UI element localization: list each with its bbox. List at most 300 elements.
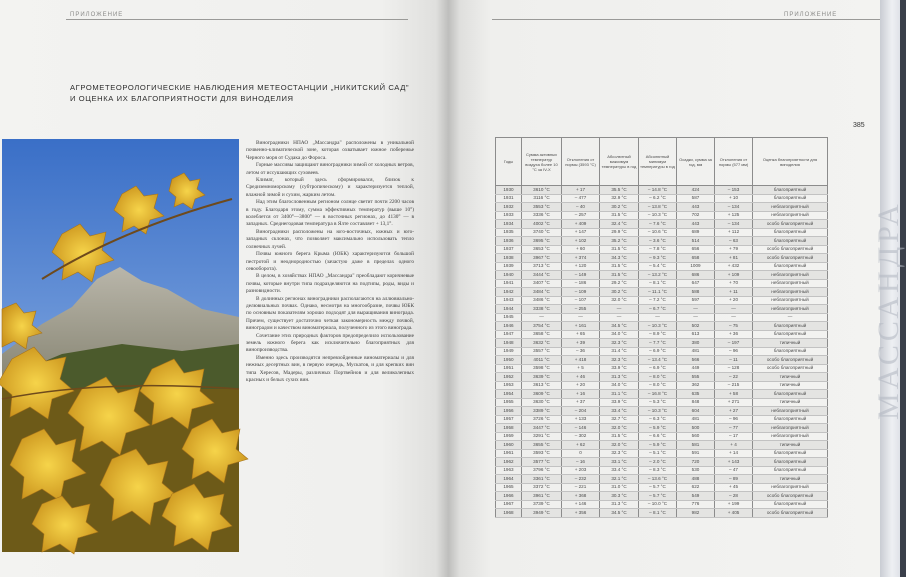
table-cell: + 20 <box>715 296 753 305</box>
table-cell: + 147 <box>562 228 600 237</box>
table-cell: 32.3 °С <box>600 449 639 458</box>
table-cell: – 255 <box>562 305 600 314</box>
table-cell: особо благоприятный <box>753 356 828 365</box>
table-cell: — <box>600 313 639 322</box>
body-paragraph: Именно здесь производятся непревзойденные виноматериалы и для нежных десертных вин, в первую очередь, Мускатов, и для крепких вин типа Хересов, Мадеры, различных Портвейнов и для великолепных красных и белых сухих вин. <box>246 354 414 383</box>
table-cell: – 11.1 °С <box>639 288 677 297</box>
table-cell: 34.3 °С <box>600 254 639 263</box>
table-cell: 686 <box>677 271 715 280</box>
table-cell: 1948 <box>496 339 522 348</box>
table-cell: + 368 <box>562 492 600 501</box>
table-cell: – 8.1 °С <box>639 509 677 518</box>
table-cell: 647 <box>677 279 715 288</box>
table-cell: + 199 <box>715 500 753 509</box>
table-cell: особо благоприятный <box>753 254 828 263</box>
table-cell: 1939 <box>496 262 522 271</box>
table-row <box>496 330 828 339</box>
table-row <box>496 449 828 458</box>
table-cell: 1968 <box>496 509 522 518</box>
table-cell: – 7.8 °С <box>639 245 677 254</box>
table-cell: особо благоприятный <box>753 245 828 254</box>
table-cell: – 96 <box>715 415 753 424</box>
table-cell: 30.2 °С <box>600 288 639 297</box>
table-cell: – 17 <box>715 432 753 441</box>
table-cell: неблагоприятный <box>753 407 828 416</box>
table-row <box>496 254 828 263</box>
table-cell: 560 <box>677 432 715 441</box>
table-row <box>496 466 828 475</box>
table-cell: 34.5 °С <box>600 322 639 331</box>
page-number: 385 <box>853 122 865 129</box>
table-cell: 1945 <box>496 313 522 322</box>
table-cell: 530 <box>677 466 715 475</box>
table-cell: – 13.2 °С <box>639 271 677 280</box>
table-cell: 3447 °С <box>522 424 562 433</box>
column-header: Оценка благоприятности для виноделия <box>753 138 828 186</box>
table-row <box>496 347 828 356</box>
table-cell: 566 <box>677 356 715 365</box>
table-cell: – 10.3 °С <box>639 322 677 331</box>
table-cell: 502 <box>677 322 715 331</box>
table-cell: 3338 °С <box>522 305 562 314</box>
table-cell: 3613 °С <box>522 381 562 390</box>
table-cell: неблагоприятный <box>753 288 828 297</box>
table-cell: 3389 °С <box>522 407 562 416</box>
table-cell: типичный <box>753 441 828 450</box>
table-cell: – 10.0 °С <box>639 500 677 509</box>
table-cell: – 89 <box>715 475 753 484</box>
table-cell: 4002 °С <box>522 220 562 229</box>
table-cell: 3695 °С <box>522 237 562 246</box>
table-row <box>496 211 828 220</box>
table-cell: — <box>562 313 600 322</box>
table-cell: благоприятный <box>753 322 828 331</box>
table-cell: + 60 <box>562 245 600 254</box>
table-cell: + 10 <box>715 194 753 203</box>
table-cell: 31.5 °С <box>600 262 639 271</box>
table-cell: 1949 <box>496 347 522 356</box>
table-cell: 32.3 °С <box>600 356 639 365</box>
table-cell: – 5.9 °С <box>639 424 677 433</box>
table-cell: 613 <box>677 330 715 339</box>
table-cell: + 112 <box>715 228 753 237</box>
table-row <box>496 373 828 382</box>
table-row <box>496 305 828 314</box>
table-cell: неблагоприятный <box>753 432 828 441</box>
table-cell: + 39 <box>562 339 600 348</box>
table-cell: благоприятный <box>753 449 828 458</box>
table-cell: 32.0 °С <box>600 424 639 433</box>
table-cell: – 28 <box>715 492 753 501</box>
table-cell: 581 <box>677 441 715 450</box>
table-cell: – 5.7 °С <box>639 483 677 492</box>
table-cell: 1953 <box>496 381 522 390</box>
table-row <box>496 458 828 467</box>
table-cell: – 109 <box>562 288 600 297</box>
table-cell: 1932 <box>496 203 522 212</box>
table-cell: – 14.8 °С <box>639 186 677 195</box>
table-cell: 31.0 °С <box>600 483 639 492</box>
table-cell: – 13.8 °С <box>639 203 677 212</box>
table-cell: – 107 <box>562 296 600 305</box>
running-head-left: ПРИЛОЖЕНИЕ <box>70 12 124 18</box>
table-cell: 3630 °С <box>522 398 562 407</box>
table-header-row <box>496 138 828 186</box>
table-cell: – 153 <box>715 186 753 195</box>
table-cell: 555 <box>677 373 715 382</box>
table-cell: 0 <box>562 449 600 458</box>
body-paragraph: Климат, который здесь сформировался, близок к Средиземноморскому (субтропическому) и характеризуется теплой, влажной зимой и сухим, жарким летом. <box>246 177 414 198</box>
table-cell: + 120 <box>562 262 600 271</box>
table-cell: 1963 <box>496 466 522 475</box>
table-cell: 776 <box>677 500 715 509</box>
table-cell: 982 <box>677 509 715 518</box>
table-cell: 31.1 °С <box>600 390 639 399</box>
column-header: Отклонения от нормы (577 мм) <box>715 138 753 186</box>
table-cell: + 46 <box>562 373 600 382</box>
table-cell: + 11 <box>715 288 753 297</box>
table-cell: – 5.1 °С <box>639 449 677 458</box>
table-cell: + 5 <box>562 364 600 373</box>
table-cell: неблагоприятный <box>753 279 828 288</box>
table-cell: – 134 <box>715 220 753 229</box>
table-row <box>496 398 828 407</box>
table-cell: 3713 °С <box>522 262 562 271</box>
table-body <box>496 186 828 518</box>
table-cell: 3740 °С <box>522 228 562 237</box>
table-cell: 449 <box>677 364 715 373</box>
column-header: Годы <box>496 138 522 186</box>
table-cell: 488 <box>677 475 715 484</box>
table-cell: 35.2 °С <box>600 237 639 246</box>
table-cell: 1941 <box>496 279 522 288</box>
table-cell: — <box>715 313 753 322</box>
table-cell: 3796 °С <box>522 466 562 475</box>
table-cell: 622 <box>677 483 715 492</box>
vineyard-illustration <box>2 139 239 552</box>
table-cell: — <box>677 305 715 314</box>
table-cell: – 5.3 °С <box>639 398 677 407</box>
table-cell: благоприятный <box>753 458 828 467</box>
table-cell: — <box>600 305 639 314</box>
table-cell: 32.4 °С <box>600 220 639 229</box>
table-cell: 1931 <box>496 194 522 203</box>
table-cell: + 36 <box>715 330 753 339</box>
table-cell: – 186 <box>562 279 600 288</box>
table-cell: особо благоприятный <box>753 509 828 518</box>
table-cell: 3372 °С <box>522 483 562 492</box>
table-cell: 1959 <box>496 432 522 441</box>
table-cell: 1940 <box>496 271 522 280</box>
table-cell: 30.3 °С <box>600 492 639 501</box>
table-cell: 1943 <box>496 296 522 305</box>
table-cell: 3484 °С <box>522 288 562 297</box>
table-cell: + 102 <box>562 237 600 246</box>
table-cell: благоприятный <box>753 347 828 356</box>
table-cell: 1960 <box>496 441 522 450</box>
table-row <box>496 500 828 509</box>
table-cell: 1950 <box>496 356 522 365</box>
table-cell: 1958 <box>496 424 522 433</box>
table-cell: + 37 <box>562 398 600 407</box>
column-header: Осадки, сумма за год, мм <box>677 138 715 186</box>
table-cell: + 146 <box>562 500 600 509</box>
book-gutter <box>436 0 460 577</box>
column-header: Абсолютный минимум температуры в год <box>639 138 677 186</box>
table-cell: 3291 °С <box>522 432 562 441</box>
table-row <box>496 279 828 288</box>
table-cell: 34.0 °С <box>600 381 639 390</box>
section-title <box>70 82 450 104</box>
body-paragraph: В долинных регионах виноградники располагаются на аллювиально-делювиальных почвах. Однако, несмотря на многообразие, почвы ЮБК по основным показателям хорошо подходят для выращивания винограда. Причем, существует достаточно четкая закономерность между почвой, виноградом и качеством виноматериала, полученного из этого винограда. <box>246 295 414 332</box>
table-cell: + 70 <box>715 279 753 288</box>
table-cell: – 63 <box>715 237 753 246</box>
table-cell: 1946 <box>496 322 522 331</box>
table-cell: + 16 <box>562 390 600 399</box>
table-cell: 720 <box>677 458 715 467</box>
table-cell: 1934 <box>496 220 522 229</box>
table-row <box>496 228 828 237</box>
table-cell: 3361 °С <box>522 475 562 484</box>
table-cell: 1009 <box>677 262 715 271</box>
table-cell: 3639 °С <box>522 373 562 382</box>
table-cell: – 9.3 °С <box>639 254 677 263</box>
table-cell: + 418 <box>562 356 600 365</box>
table-row <box>496 313 828 322</box>
table-cell: 31.3 °С <box>600 373 639 382</box>
table-cell: 3407 °С <box>522 279 562 288</box>
table-cell: благоприятный <box>753 390 828 399</box>
column-header: Сумма активных температур воздуха более 10 °С за IV-X <box>522 138 562 186</box>
table-cell: – 2.0 °С <box>639 458 677 467</box>
table-cell: 424 <box>677 186 715 195</box>
table-cell: благоприятный <box>753 194 828 203</box>
table-cell: 514 <box>677 237 715 246</box>
table-row <box>496 492 828 501</box>
table-cell: – 232 <box>562 475 600 484</box>
table-row <box>496 415 828 424</box>
table-cell: 3336 °С <box>522 211 562 220</box>
table-cell: + 432 <box>715 262 753 271</box>
section-title-line-1: АГРОМЕТЕОРОЛОГИЧЕСКИЕ НАБЛЮДЕНИЯ МЕТЕОСТАНЦИИ „НИКИТСКИЙ САД" <box>70 83 410 92</box>
table-cell: 1938 <box>496 254 522 263</box>
table-cell: 443 <box>677 203 715 212</box>
table-row <box>496 339 828 348</box>
table-cell: – 204 <box>562 407 600 416</box>
table-cell: + 143 <box>715 458 753 467</box>
table-cell: 1965 <box>496 483 522 492</box>
table-row <box>496 390 828 399</box>
table-cell: 1951 <box>496 364 522 373</box>
table-cell: + 14 <box>715 449 753 458</box>
table-cell: 3967 °С <box>522 254 562 263</box>
table-cell: 1935 <box>496 228 522 237</box>
table-cell: – 10.3 °С <box>639 407 677 416</box>
table-cell: – 146 <box>562 424 600 433</box>
vineyard-photo <box>2 139 239 552</box>
table-cell: – 8.1 °С <box>639 279 677 288</box>
table-cell: – 257 <box>562 211 600 220</box>
table-cell: + 20 <box>562 381 600 390</box>
table-cell: – 215 <box>715 381 753 390</box>
table-cell: типичный <box>753 339 828 348</box>
table-row <box>496 432 828 441</box>
table-cell: типичный <box>753 373 828 382</box>
table-cell: благоприятный <box>753 330 828 339</box>
table-cell: — <box>753 313 828 322</box>
table-cell: – 13.4 °С <box>639 356 677 365</box>
table-cell: 3593 °С <box>522 449 562 458</box>
body-paragraph: В целом, в хозяйствах НПАО „Массандра" преобладают коричневые почвы, которые внутри типа подразделяются на подтипы, роды, виды и разновидности. <box>246 273 414 295</box>
table-cell: – 134 <box>715 203 753 212</box>
table-cell: 34.5 °С <box>600 509 639 518</box>
table-row <box>496 186 828 195</box>
table-row <box>496 509 828 518</box>
table-cell: 481 <box>677 347 715 356</box>
table-cell: 604 <box>677 407 715 416</box>
table-cell: 1930 <box>496 186 522 195</box>
table-row <box>496 203 828 212</box>
table-row <box>496 407 828 416</box>
body-text <box>246 140 414 560</box>
section-title-line-2: И ОЦЕНКА ИХ БЛАГОПРИЯТНОСТИ ДЛЯ ВИНОДЕЛИЯ <box>70 94 294 103</box>
body-paragraph: Сочетание этих природных факторов предопределило использование земель южного берега как исключительно благоприятных для винопроизводства. <box>246 332 414 354</box>
table-cell: 380 <box>677 339 715 348</box>
table-cell: – 5.7 °С <box>639 492 677 501</box>
table-cell: 443 <box>677 220 715 229</box>
table-cell: благоприятный <box>753 262 828 271</box>
table-cell: – 5.9 °С <box>639 441 677 450</box>
table-row <box>496 271 828 280</box>
table-cell: 33.4 °С <box>600 407 639 416</box>
table-cell: — <box>639 313 677 322</box>
table-cell: благоприятный <box>753 228 828 237</box>
table-cell: благоприятный <box>753 186 828 195</box>
table-cell: 29.9 °С <box>600 228 639 237</box>
table-cell: – 11 <box>715 356 753 365</box>
table-cell: 3754 °С <box>522 322 562 331</box>
table-cell: – 6.2 °С <box>639 194 677 203</box>
table-cell: 3610 °С <box>522 186 562 195</box>
table-row <box>496 262 828 271</box>
table-cell: 29.2 °С <box>600 279 639 288</box>
table-cell: благоприятный <box>753 466 828 475</box>
table-cell: – 6.3 °С <box>639 415 677 424</box>
table-cell: – 10.3 °С <box>639 211 677 220</box>
table-cell: 597 <box>677 296 715 305</box>
table-row <box>496 424 828 433</box>
table-cell: 3658 °С <box>522 330 562 339</box>
table-cell: 3726 °С <box>522 415 562 424</box>
body-paragraph: Виноградники НПАО „Массандра" расположены в уникальной почвенно-климатической зоне, которая охватывает южное побережье Черного моря от Судака до Фороса. <box>246 140 414 161</box>
table-cell: + 65 <box>562 330 600 339</box>
table-cell: – 96 <box>715 347 753 356</box>
table-cell: 3949 °С <box>522 509 562 518</box>
table-cell: 4011 °С <box>522 356 562 365</box>
table-cell: + 374 <box>562 254 600 263</box>
table-cell: + 17 <box>562 186 600 195</box>
table-cell: – 36 <box>562 347 600 356</box>
table-row <box>496 220 828 229</box>
table-cell: – 149 <box>562 271 600 280</box>
table-cell: – 3.6 °С <box>639 237 677 246</box>
table-cell: – 477 <box>562 194 600 203</box>
table-cell: + 109 <box>715 271 753 280</box>
watermark: МАССАНДРА <box>872 200 905 420</box>
table-cell: – 40 <box>562 203 600 212</box>
table-cell: неблагоприятный <box>753 305 828 314</box>
table-cell: неблагоприятный <box>753 211 828 220</box>
table-cell: + 81 <box>715 254 753 263</box>
table-cell: 1942 <box>496 288 522 297</box>
table-cell: + 45 <box>715 483 753 492</box>
table-cell: — <box>522 313 562 322</box>
table-cell: – 6.9 °С <box>639 364 677 373</box>
table-cell: 31.5 °С <box>600 211 639 220</box>
table-cell: – 6.6 °С <box>639 432 677 441</box>
left-page <box>0 0 448 577</box>
table-cell: 1936 <box>496 237 522 246</box>
table-cell: особо благоприятный <box>753 492 828 501</box>
table-cell: 591 <box>677 449 715 458</box>
table-cell: неблагоприятный <box>753 271 828 280</box>
table-cell: 32.7 °С <box>600 415 639 424</box>
table-cell: – 128 <box>715 364 753 373</box>
table-cell: – 7.2 °С <box>639 296 677 305</box>
table-cell: 1952 <box>496 373 522 382</box>
table-row <box>496 194 828 203</box>
table-cell: 3632 °С <box>522 339 562 348</box>
table-cell: неблагоприятный <box>753 424 828 433</box>
table-cell: 33.1 °С <box>600 458 639 467</box>
table-cell: + 356 <box>562 509 600 518</box>
table-cell: типичный <box>753 398 828 407</box>
table-row <box>496 441 828 450</box>
table-row <box>496 364 828 373</box>
table-cell: 1966 <box>496 492 522 501</box>
table-cell: + 203 <box>562 466 600 475</box>
running-head-right: ПРИЛОЖЕНИЕ <box>784 12 838 18</box>
table-cell: 1937 <box>496 245 522 254</box>
table-cell: 1944 <box>496 305 522 314</box>
table-row <box>496 475 828 484</box>
table-cell: – 8.9 °С <box>639 330 677 339</box>
table-cell: 1967 <box>496 500 522 509</box>
table-cell: 1962 <box>496 458 522 467</box>
table-row <box>496 322 828 331</box>
table-cell: + 62 <box>562 441 600 450</box>
table-cell: 31.5 °С <box>600 245 639 254</box>
table-cell: 32.3 °С <box>600 339 639 348</box>
table-cell: + 58 <box>715 390 753 399</box>
table-cell: 32.9 °С <box>600 194 639 203</box>
table-row <box>496 237 828 246</box>
table-cell: 1947 <box>496 330 522 339</box>
table-cell: 658 <box>677 254 715 263</box>
table-cell: – 197 <box>715 339 753 348</box>
table-cell: 3553 °С <box>522 203 562 212</box>
table-cell: – 8.0 °С <box>639 381 677 390</box>
table-row <box>496 245 828 254</box>
table-cell: – 221 <box>562 483 600 492</box>
table-cell: 1964 <box>496 475 522 484</box>
table-row <box>496 296 828 305</box>
table-cell: + 161 <box>562 322 600 331</box>
table-cell: типичный <box>753 475 828 484</box>
table-cell: – 8.3 °С <box>639 466 677 475</box>
table-cell: 30.2 °С <box>600 203 639 212</box>
table-cell: благоприятный <box>753 237 828 246</box>
